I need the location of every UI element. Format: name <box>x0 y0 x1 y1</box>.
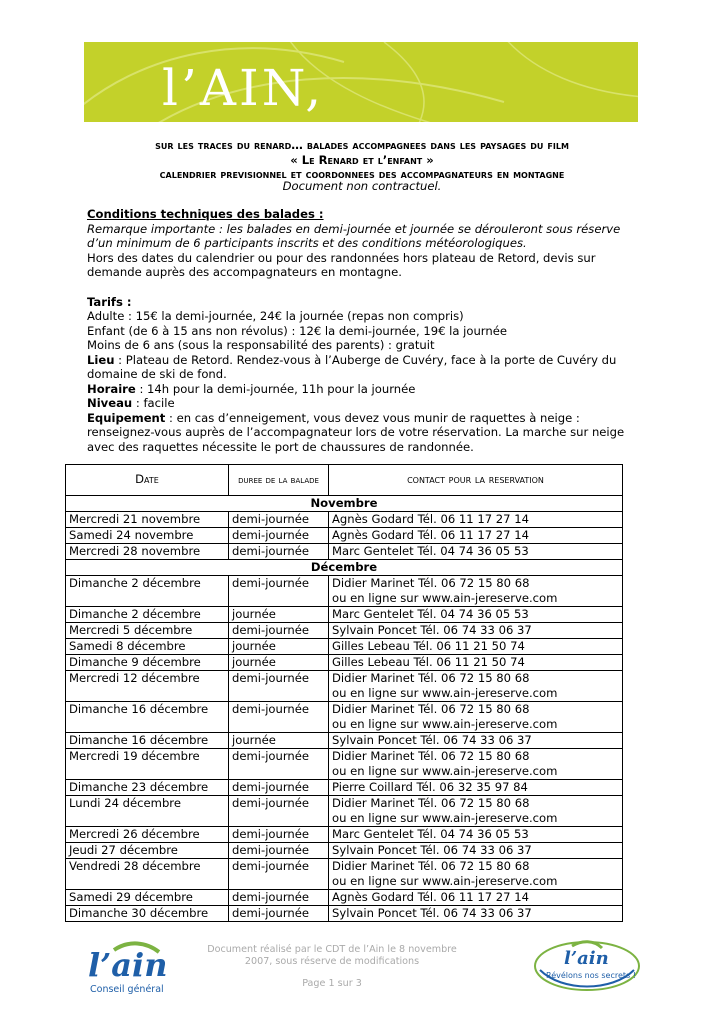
cell-date: Jeudi 27 décembre <box>66 843 229 859</box>
cell-date: Lundi 24 décembre <box>66 796 229 827</box>
svg-text:l’ain: l’ain <box>88 946 168 984</box>
contact-name-phone: Marc Gentelet Tél. 04 74 36 05 53 <box>332 607 529 621</box>
conditions-section <box>87 207 635 454</box>
contact-name-phone: Pierre Coillard Tél. 06 32 35 97 84 <box>332 780 528 794</box>
contact-name-phone: Agnès Godard Tél. 06 11 17 27 14 <box>332 512 529 526</box>
table-row <box>66 512 623 528</box>
cell-contact <box>329 796 623 827</box>
cell-date: Mercredi 26 décembre <box>66 827 229 843</box>
cell-date: Mercredi 19 décembre <box>66 749 229 780</box>
heading-line-2: « Le Renard et l’enfant » <box>290 153 434 167</box>
contact-online-booking: ou en ligne sur www.ain-jereserve.com <box>332 686 558 700</box>
table-row <box>66 733 623 749</box>
contact-online-booking: ou en ligne sur www.ain-jereserve.com <box>332 811 558 825</box>
table-row <box>66 607 623 623</box>
cell-contact <box>329 528 623 544</box>
table-row <box>66 544 623 560</box>
cell-contact <box>329 733 623 749</box>
footer-note <box>196 944 468 968</box>
schedule-table <box>65 464 623 922</box>
contact-name-phone: Sylvain Poncet Tél. 06 74 33 06 37 <box>332 733 532 747</box>
horaire-line <box>87 382 635 397</box>
contact-name-phone: Agnès Godard Tél. 06 11 17 27 14 <box>332 528 529 542</box>
cell-date: Dimanche 9 décembre <box>66 655 229 671</box>
cell-duree: demi-journée <box>229 843 329 859</box>
contact-name-phone: Didier Marinet Tél. 06 72 15 80 68 <box>332 859 530 873</box>
table-row <box>66 639 623 655</box>
cell-date: Dimanche 23 décembre <box>66 780 229 796</box>
niveau-label: Niveau <box>87 396 133 410</box>
month-row <box>66 560 623 576</box>
table-row <box>66 827 623 843</box>
cell-date: Mercredi 12 décembre <box>66 671 229 702</box>
cell-duree: demi-journée <box>229 796 329 827</box>
banner-title: l’AIN, <box>162 59 325 117</box>
contact-name-phone: Sylvain Poncet Tél. 06 74 33 06 37 <box>332 623 532 637</box>
equipement-line <box>87 411 635 455</box>
svg-text:Conseil général: Conseil général <box>90 984 164 995</box>
month-row <box>66 496 623 512</box>
cell-date: Samedi 8 décembre <box>66 639 229 655</box>
table-row <box>66 655 623 671</box>
contact-name-phone: Didier Marinet Tél. 06 72 15 80 68 <box>332 702 530 716</box>
contact-name-phone: Marc Gentelet Tél. 04 74 36 05 53 <box>332 544 529 558</box>
cell-date: Dimanche 2 décembre <box>66 607 229 623</box>
cell-contact <box>329 639 623 655</box>
svg-text:l’ain: l’ain <box>564 948 609 969</box>
cell-contact <box>329 623 623 639</box>
cell-contact <box>329 827 623 843</box>
contact-name-phone: Didier Marinet Tél. 06 72 15 80 68 <box>332 796 530 810</box>
table-row <box>66 576 623 607</box>
cell-duree: journée <box>229 733 329 749</box>
cell-duree: demi-journée <box>229 528 329 544</box>
contact-name-phone: Gilles Lebeau Tél. 06 11 21 50 74 <box>332 639 525 653</box>
cell-duree: demi-journée <box>229 512 329 528</box>
cell-duree: demi-journée <box>229 859 329 890</box>
cell-contact <box>329 702 623 733</box>
page-number: Page 1 sur 3 <box>302 978 362 989</box>
horaire-text: : 14h pour la demi-journée, 11h pour la journée <box>135 381 416 396</box>
tarifs-title: Tarifs : <box>87 294 132 309</box>
contact-name-phone: Marc Gentelet Tél. 04 74 36 05 53 <box>332 827 529 841</box>
cell-duree: demi-journée <box>229 827 329 843</box>
heading-line-3: calendrier previsionnel et coordonnees des accompagnateurs en montagne <box>159 167 565 181</box>
month-label: Décembre <box>66 560 623 576</box>
table-row <box>66 702 623 733</box>
table-row <box>66 906 623 922</box>
table-row <box>66 671 623 702</box>
niveau-line <box>87 396 635 411</box>
cell-duree: demi-journée <box>229 906 329 922</box>
cell-duree: demi-journée <box>229 671 329 702</box>
cell-date: Mercredi 5 décembre <box>66 623 229 639</box>
table-row <box>66 623 623 639</box>
cell-duree: demi-journée <box>229 890 329 906</box>
header-contact: contact pour la reservation <box>329 465 623 496</box>
cell-duree: demi-journée <box>229 749 329 780</box>
footer-note-line-1: Document réalisé par le CDT de l’Ain le 8 novembre <box>207 944 457 955</box>
contact-name-phone: Agnès Godard Tél. 06 11 17 27 14 <box>332 890 529 904</box>
contact-online-booking: ou en ligne sur www.ain-jereserve.com <box>332 874 558 888</box>
lieu-label: Lieu <box>87 352 115 367</box>
cell-duree: demi-journée <box>229 780 329 796</box>
cell-contact <box>329 512 623 528</box>
svg-text:Révélons nos secrets !: Révélons nos secrets ! <box>546 971 636 980</box>
cell-contact <box>329 843 623 859</box>
revelons-logo <box>532 930 642 992</box>
lieu-line <box>87 353 635 382</box>
table-row <box>66 749 623 780</box>
equipement-label: Equipement <box>87 410 166 425</box>
cell-duree: demi-journée <box>229 623 329 639</box>
conditions-text: Hors des dates du calendrier ou pour des randonnées hors plateau de Retord, devis sur demande auprès des accompagnateurs en montagne. <box>87 250 596 279</box>
contact-name-phone: Didier Marinet Tél. 06 72 15 80 68 <box>332 576 530 590</box>
cell-contact <box>329 607 623 623</box>
cell-date: Vendredi 28 décembre <box>66 859 229 890</box>
cell-contact <box>329 544 623 560</box>
table-row <box>66 890 623 906</box>
contact-name-phone: Sylvain Poncet Tél. 06 74 33 06 37 <box>332 906 532 920</box>
cell-date: Samedi 29 décembre <box>66 890 229 906</box>
cell-duree: demi-journée <box>229 702 329 733</box>
cell-contact <box>329 890 623 906</box>
cell-contact <box>329 671 623 702</box>
lieu-text: : Plateau de Retord. Rendez-vous à l’Auberge de Cuvéry, face à la porte de Cuvéry du domaine de ski de fond. <box>87 352 617 381</box>
tarif-enfant: Enfant (de 6 à 15 ans non révolus) : 12€ la demi-journée, 19€ la journée <box>87 323 507 338</box>
cell-contact <box>329 906 623 922</box>
contact-name-phone: Didier Marinet Tél. 06 72 15 80 68 <box>332 671 530 685</box>
cell-date: Dimanche 16 décembre <box>66 733 229 749</box>
cell-date: Dimanche 2 décembre <box>66 576 229 607</box>
document-note: Document non contractuel. <box>282 179 442 193</box>
conseil-general-logo <box>84 938 174 998</box>
footer-note-line-2: 2007, sous réserve de modifications <box>244 956 420 967</box>
cell-date: Samedi 24 novembre <box>66 528 229 544</box>
tarif-adulte: Adulte : 15€ la demi-journée, 24€ la journée (repas non compris) <box>87 309 464 323</box>
cell-duree: journée <box>229 607 329 623</box>
horaire-label: Horaire <box>87 381 136 396</box>
table-row <box>66 780 623 796</box>
conditions-title: Conditions techniques des balades : <box>87 207 324 221</box>
tarif-moins-6: Moins de 6 ans (sous la responsabilité des parents) : gratuit <box>87 338 435 352</box>
contact-online-booking: ou en ligne sur www.ain-jereserve.com <box>332 717 558 731</box>
contact-online-booking: ou en ligne sur www.ain-jereserve.com <box>332 591 558 605</box>
table-row <box>66 528 623 544</box>
table-row <box>66 796 623 827</box>
cell-contact <box>329 859 623 890</box>
table-row <box>66 859 623 890</box>
equipement-text: : en cas d’enneigement, vous devez vous munir de raquettes à neige : renseignez-vous auprès de l’accompagnateur lors de votre réservation. La marche sur neige avec des raquettes nécessite le port de chaussures de randonnée. <box>87 410 625 454</box>
cell-date: Dimanche 16 décembre <box>66 702 229 733</box>
heading-line-1: sur les traces du renard… balades accompagnees dans les paysages du film <box>155 138 569 152</box>
table-header-row <box>66 465 623 496</box>
contact-name-phone: Didier Marinet Tél. 06 72 15 80 68 <box>332 749 530 763</box>
cell-contact <box>329 780 623 796</box>
cell-date: Dimanche 30 décembre <box>66 906 229 922</box>
cell-duree: journée <box>229 639 329 655</box>
cell-duree: demi-journée <box>229 544 329 560</box>
header-date: Date <box>66 465 229 496</box>
header-duree: duree de la balade <box>229 465 329 496</box>
contact-name-phone: Sylvain Poncet Tél. 06 74 33 06 37 <box>332 843 532 857</box>
conditions-remark: Remarque importante : les balades en demi-journée et journée se dérouleront sous réserve d’un minimum de 6 participants inscrits et des conditions météorologiques. <box>87 221 621 250</box>
cell-contact <box>329 749 623 780</box>
cell-duree: demi-journée <box>229 576 329 607</box>
cell-contact <box>329 576 623 607</box>
cell-duree: journée <box>229 655 329 671</box>
niveau-text: : facile <box>132 396 175 410</box>
header-banner <box>84 42 638 122</box>
contact-name-phone: Gilles Lebeau Tél. 06 11 21 50 74 <box>332 655 525 669</box>
cell-contact <box>329 655 623 671</box>
cell-date: Mercredi 21 novembre <box>66 512 229 528</box>
contact-online-booking: ou en ligne sur www.ain-jereserve.com <box>332 764 558 778</box>
month-label: Novembre <box>66 496 623 512</box>
table-row <box>66 843 623 859</box>
cell-date: Mercredi 28 novembre <box>66 544 229 560</box>
